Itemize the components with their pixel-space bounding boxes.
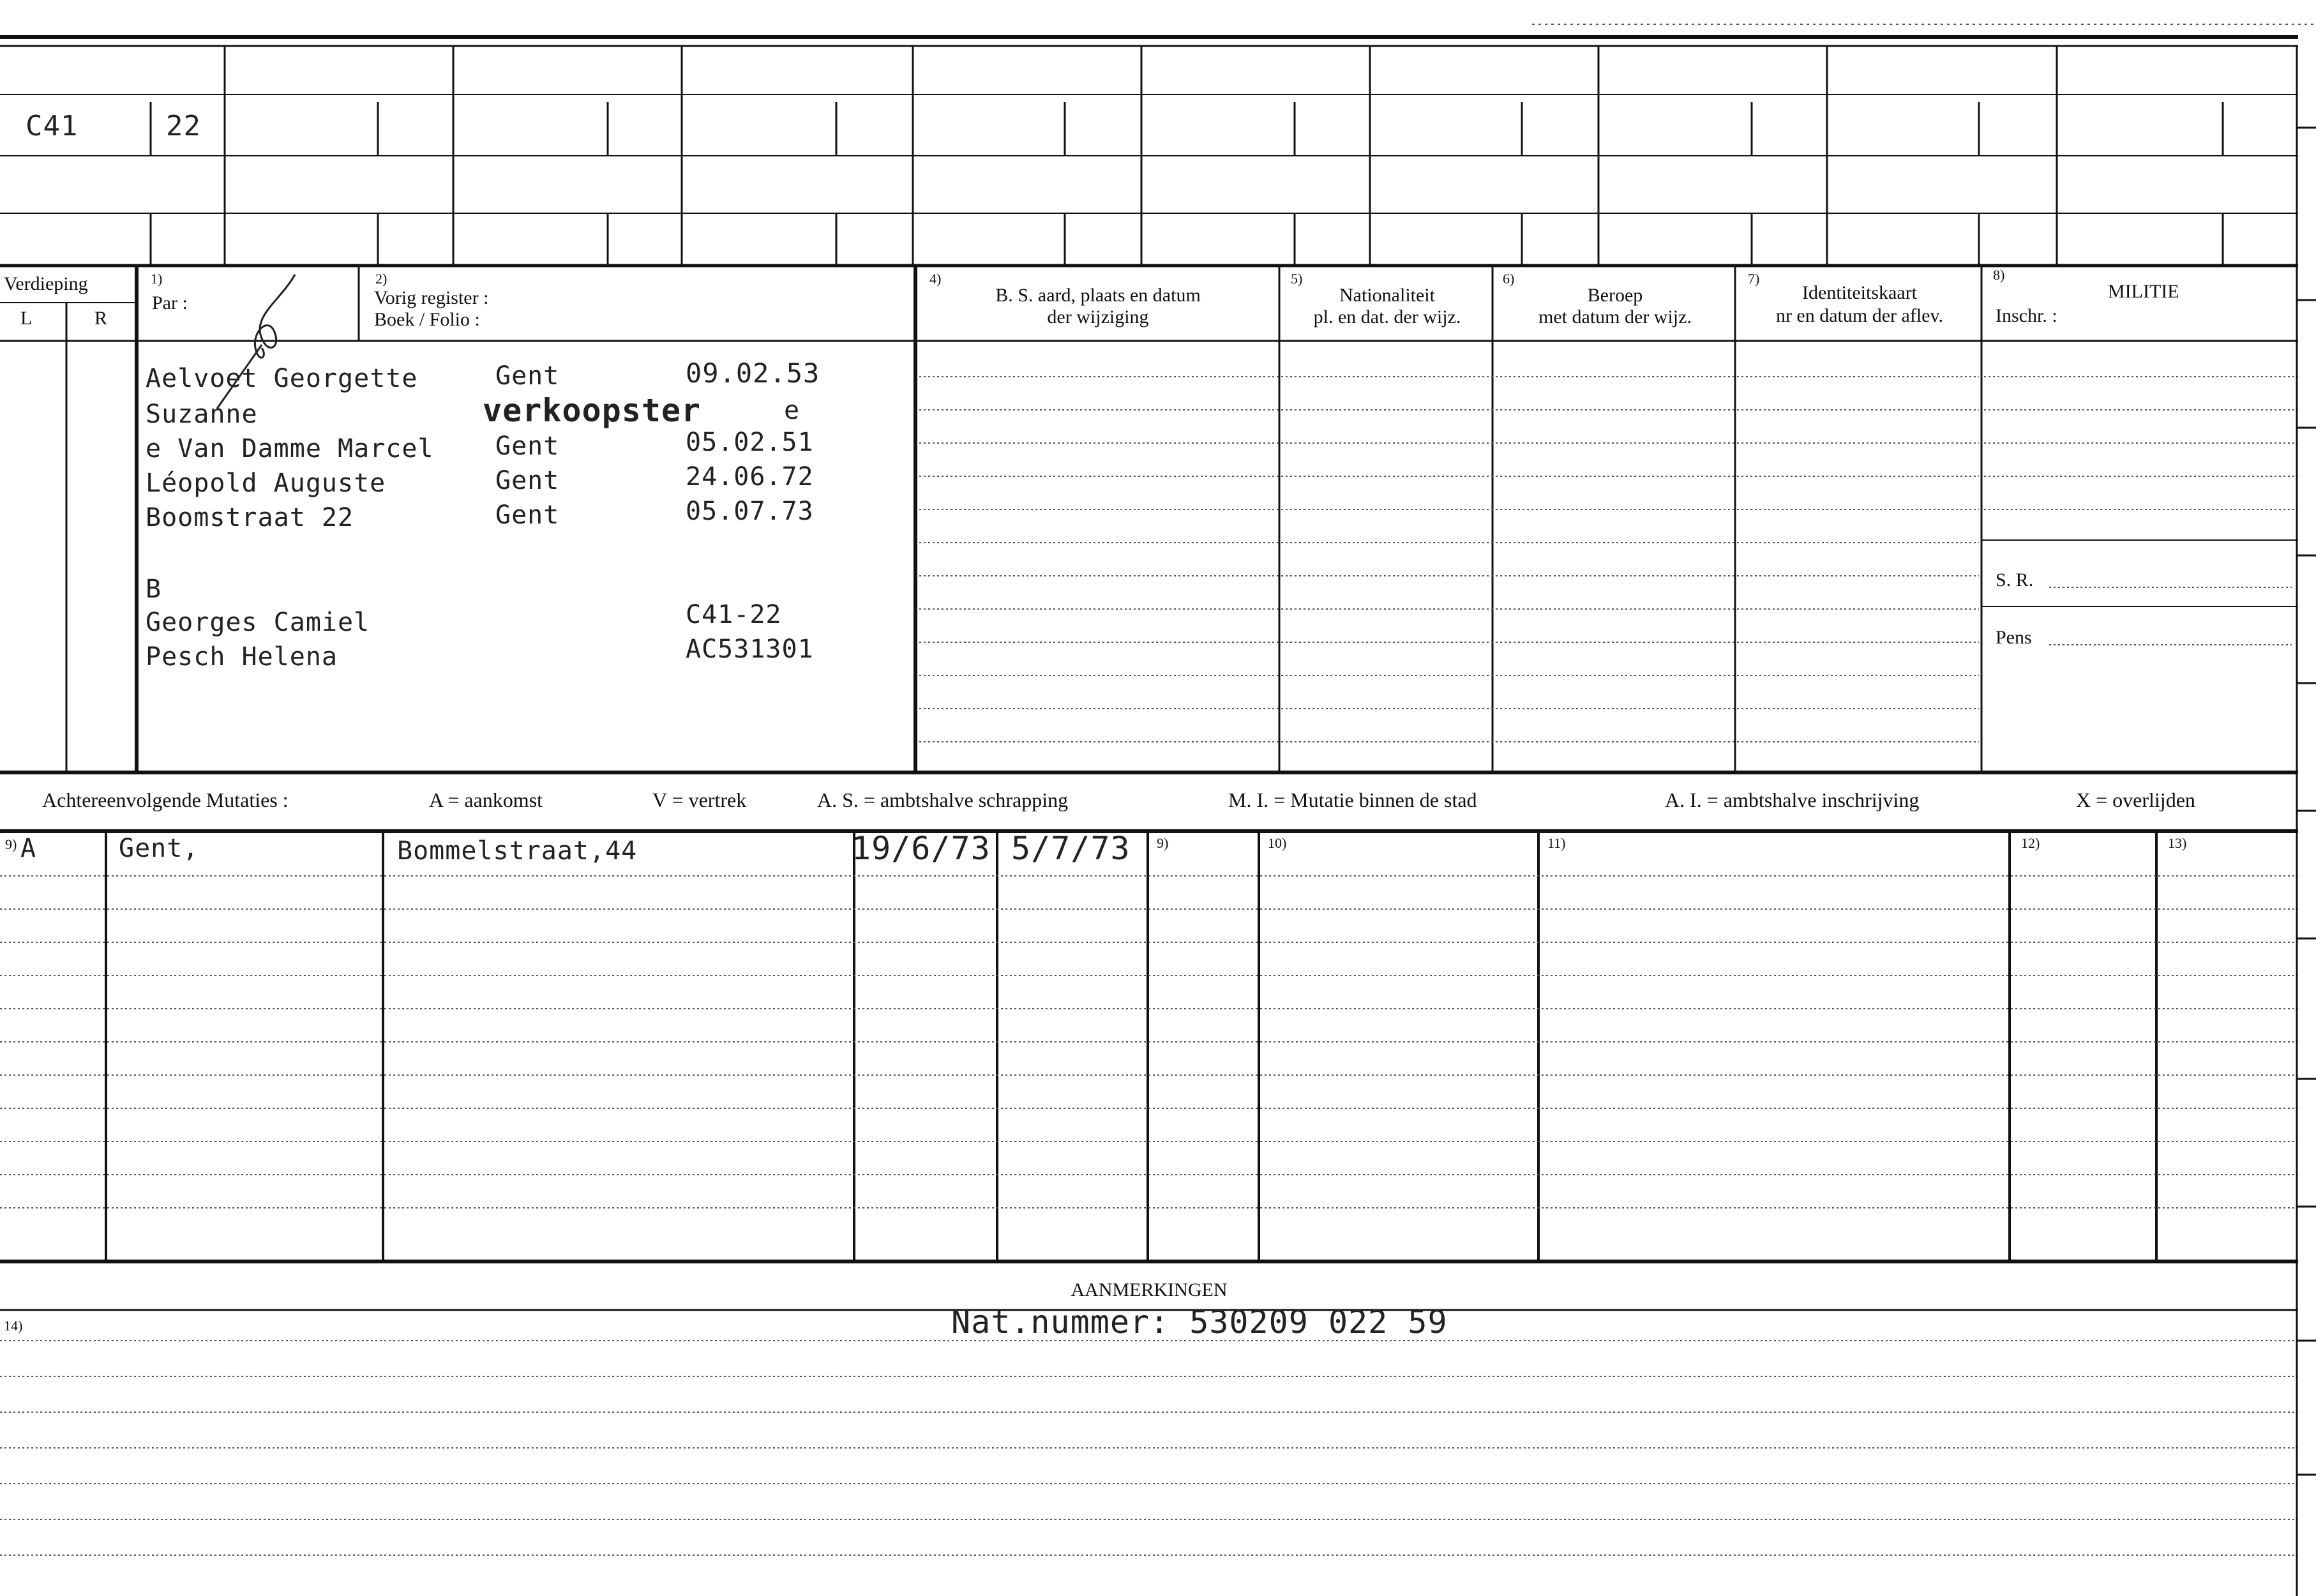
- section-b-letter: B: [146, 575, 162, 604]
- person-date-2: e: [784, 396, 801, 425]
- field-number-6: 6): [1503, 271, 1515, 287]
- field-number-1: 1): [151, 271, 163, 287]
- person-occupation: verkoopster: [483, 392, 702, 429]
- father-code: C41-22: [686, 600, 782, 629]
- col-number-11: 11): [1547, 835, 1566, 851]
- par-label: Par :: [152, 292, 188, 313]
- person-name-2: Suzanne: [146, 400, 258, 429]
- mutation-address: Bommelstraat,44: [397, 836, 638, 866]
- col-number-9a: 9): [5, 836, 17, 852]
- bs-label-line2: der wijziging: [1047, 306, 1149, 327]
- vorig-register-label: Vorig register :: [374, 287, 489, 308]
- beroep-label-line2: met datum der wijz.: [1538, 306, 1692, 327]
- house-number: 22: [166, 110, 201, 142]
- person-date-5: 05.07.73: [686, 497, 814, 526]
- legend-ambtshalve-schrapping: A. S. = ambtshalve schrapping: [817, 788, 1069, 811]
- col-number-9: 9): [1157, 835, 1169, 851]
- mutation-place: Gent,: [119, 834, 199, 863]
- person-date-1: 09.02.53: [686, 358, 820, 389]
- floor-left-label: L: [20, 308, 33, 329]
- bs-label-line1: B. S. aard, plaats en datum: [995, 285, 1201, 306]
- identiteitskaart-label-line1: Identiteitskaart: [1802, 282, 1917, 303]
- person-place-5: Gent: [495, 501, 560, 530]
- register-code: C41: [26, 110, 79, 142]
- pens-label: Pens: [1996, 627, 2032, 648]
- father-name: Georges Camiel: [146, 608, 370, 637]
- mutation-date-arrival: 19/6/73: [852, 830, 991, 867]
- col-number-10: 10): [1268, 835, 1287, 851]
- field-number-4: 4): [929, 271, 942, 287]
- legend-title: Achtereenvolgende Mutaties :: [42, 788, 289, 811]
- person-name-1: Aelvoet Georgette: [146, 364, 418, 393]
- mother-code: AC531301: [686, 635, 814, 664]
- mother-name: Pesch Helena: [146, 642, 338, 672]
- mutation-type: A: [20, 834, 37, 863]
- floor-right-label: R: [94, 308, 108, 329]
- person-place-1: Gent: [495, 361, 560, 391]
- person-name-3: e Van Damme Marcel: [146, 434, 434, 463]
- person-date-3: 05.02.51: [686, 428, 814, 457]
- legend-ambtshalve-inschrijving: A. I. = ambtshalve inschrijving: [1665, 788, 1920, 811]
- legend-mutatie-binnen-stad: M. I. = Mutatie binnen de stad: [1228, 788, 1477, 811]
- aanmerkingen-title: AANMERKINGEN: [1071, 1279, 1228, 1300]
- legend-vertrek: V = vertrek: [652, 788, 747, 811]
- field-number-7: 7): [1748, 271, 1760, 287]
- legend-overlijden: X = overlijden: [2076, 788, 2195, 811]
- boek-folio-label: Boek / Folio :: [374, 309, 480, 330]
- person-place-4: Gent: [495, 466, 560, 495]
- field-number-2: 2): [375, 271, 387, 287]
- national-number: Nat.nummer: 530209 022 59: [951, 1304, 1448, 1341]
- beroep-label-line1: Beroep: [1587, 285, 1643, 306]
- col-number-13: 13): [2168, 835, 2187, 851]
- field-number-5: 5): [1291, 271, 1303, 287]
- nationaliteit-label-line2: pl. en dat. der wijz.: [1313, 306, 1461, 327]
- legend-aankomst: A = aankomst: [429, 788, 543, 811]
- person-address: Boomstraat 22: [146, 503, 354, 532]
- person-place-3: Gent: [495, 432, 560, 461]
- col-number-12: 12): [2021, 835, 2040, 851]
- field-number-14: 14): [4, 1318, 23, 1334]
- sr-label: S. R.: [1996, 569, 2034, 591]
- person-name-4: Léopold Auguste: [146, 469, 386, 498]
- verdieping-label: Verdieping: [4, 273, 88, 294]
- person-date-4: 24.06.72: [686, 462, 814, 492]
- identiteitskaart-label-line2: nr en datum der aflev.: [1775, 305, 1944, 326]
- inschr-label: Inschr. :: [1996, 305, 2057, 326]
- nationaliteit-label-line1: Nationaliteit: [1339, 285, 1435, 306]
- field-number-8: 8): [1993, 267, 2005, 283]
- militie-label: MILITIE: [2108, 281, 2179, 302]
- mutation-date-registered: 5/7/73: [1011, 830, 1131, 867]
